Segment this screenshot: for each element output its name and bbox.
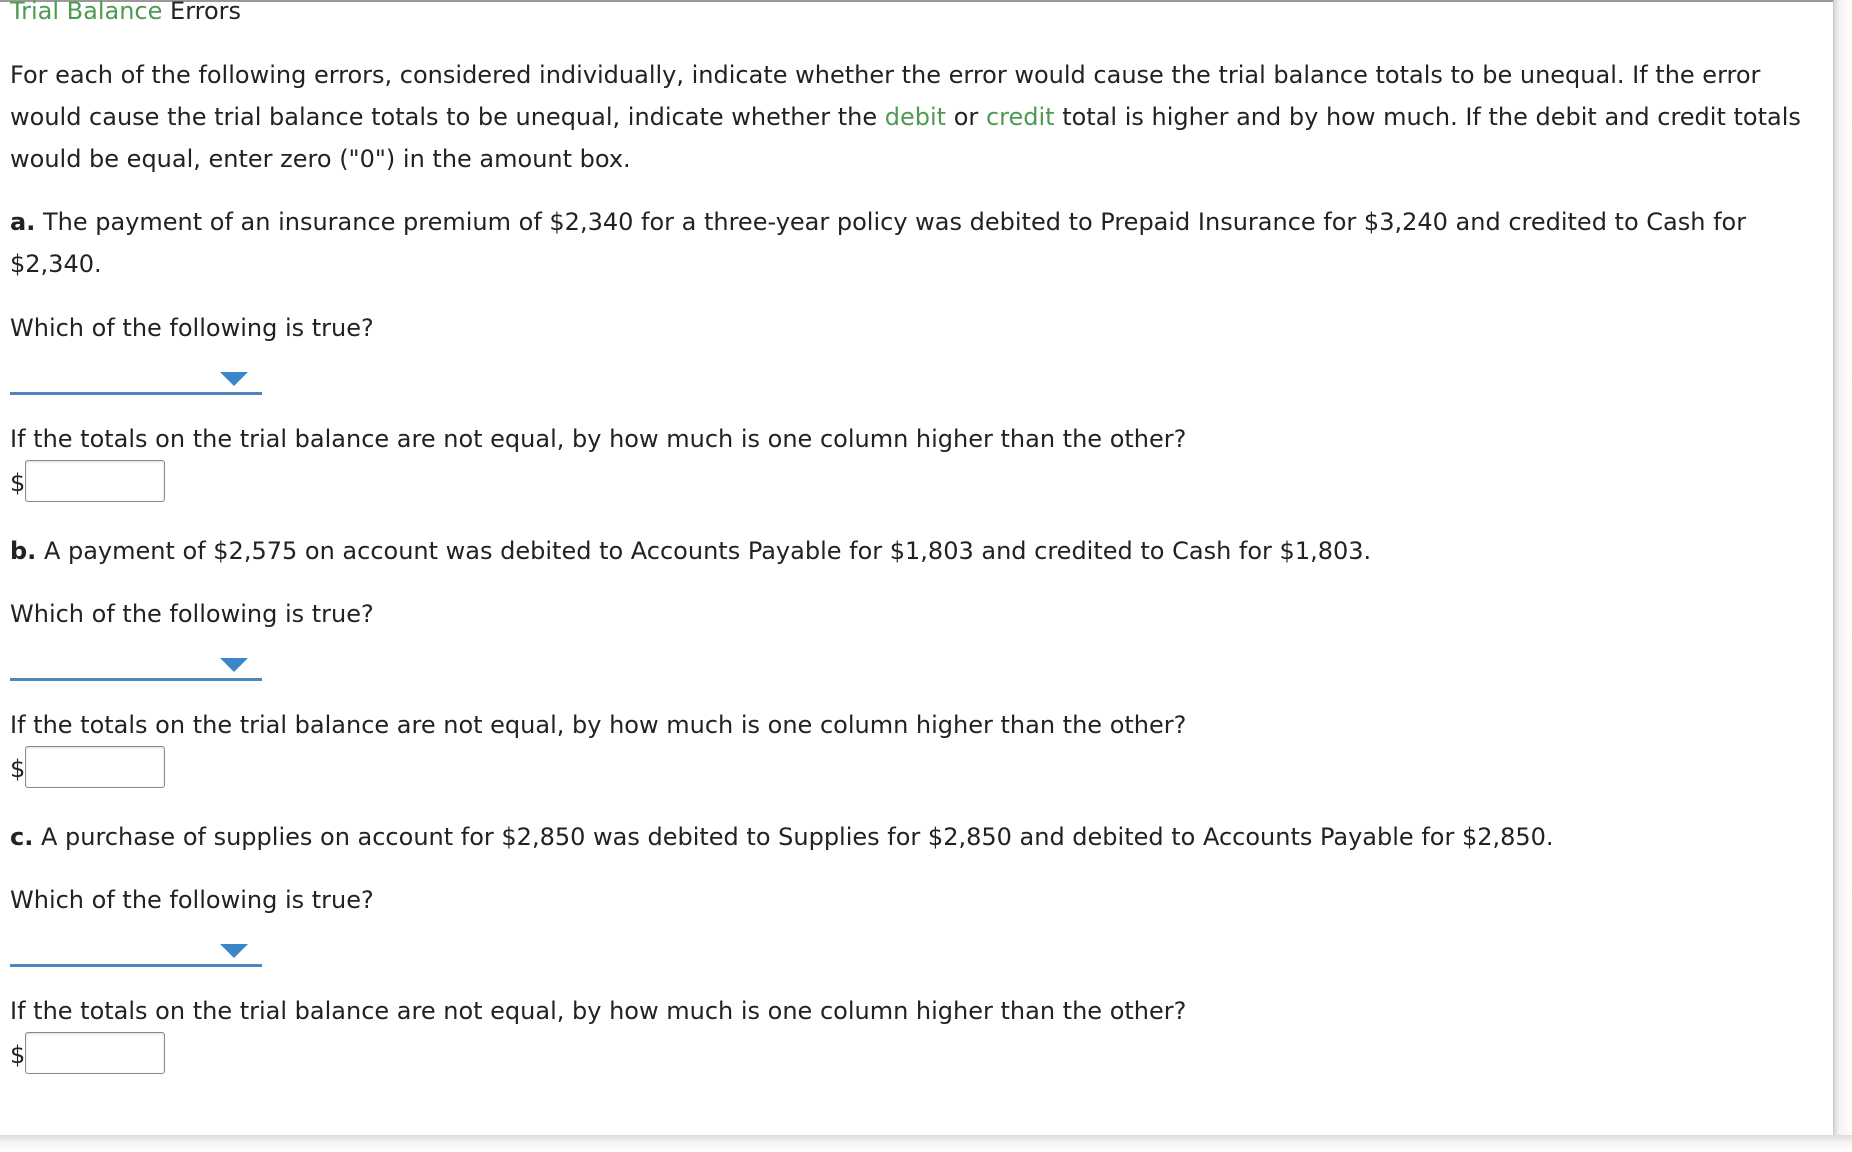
question-c-amount-row [10,1032,210,1078]
question-b-label: b. [10,537,37,565]
question-c-amount-input[interactable] [25,1032,165,1074]
credit-term: credit [985,103,1055,131]
question-c-text: A purchase of supplies on account for $2,850 was debited to Supplies for $2,850 and debited to Accounts Payable for $2,850. [40,823,1554,851]
title-suffix: Errors [170,0,242,25]
question-b-amount-row [10,746,210,792]
chevron-down-icon [220,372,248,386]
title-topic: Trial Balance [10,0,163,25]
debit-term: debit [884,103,947,131]
question-b-dropdown[interactable] [10,648,262,681]
question-b-text: A payment of $2,575 on account was debited to Accounts Payable for $1,803 and credited to Cash for $1,803. [43,537,1372,565]
question-a-amount-input[interactable] [25,460,165,502]
currency-symbol: $ [10,1041,26,1069]
instructions-text-1: For each of the following errors, considered individually, indicate whether the error would cause the trial balance totals to be unequal. If the error would cause the trial balance totals to be unequal, indicate whether the [10,61,1761,131]
question-c [10,816,1554,858]
instructions [10,54,1810,180]
question-c-which-prompt: Which of the following is true? [10,886,374,914]
question-c-dropdown[interactable] [10,934,262,967]
question-a-label: a. [10,208,36,236]
question-c-label: c. [10,823,34,851]
question-a-which-prompt: Which of the following is true? [10,314,374,342]
page-title [10,0,241,26]
question-a [10,201,1810,285]
instructions-or: or [953,103,979,131]
currency-symbol: $ [10,469,26,497]
question-a-amount-prompt: If the totals on the trial balance are not equal, by how much is one column higher than the other? [10,425,1187,453]
question-a-amount-row [10,460,210,506]
question-c-amount-prompt: If the totals on the trial balance are not equal, by how much is one column higher than the other? [10,997,1187,1025]
question-b [10,530,1371,572]
question-b-amount-input[interactable] [25,746,165,788]
instructions-text-2: total is higher and by how much. If the debit and credit totals would be equal, enter zero ("0") in the amount box. [10,103,1801,173]
question-a-text: The payment of an insurance premium of $2,340 for a three-year policy was debited to Prepaid Insurance for $3,240 and credited to Cash for $2,340. [10,208,1747,278]
bottom-edge [0,1135,1852,1152]
currency-symbol: $ [10,755,26,783]
top-divider [0,0,1834,2]
chevron-down-icon [220,658,248,672]
chevron-down-icon [220,944,248,958]
question-b-which-prompt: Which of the following is true? [10,600,374,628]
question-a-dropdown[interactable] [10,362,262,395]
question-b-amount-prompt: If the totals on the trial balance are not equal, by how much is one column higher than the other? [10,711,1187,739]
scrollbar-edge [1833,0,1852,1135]
